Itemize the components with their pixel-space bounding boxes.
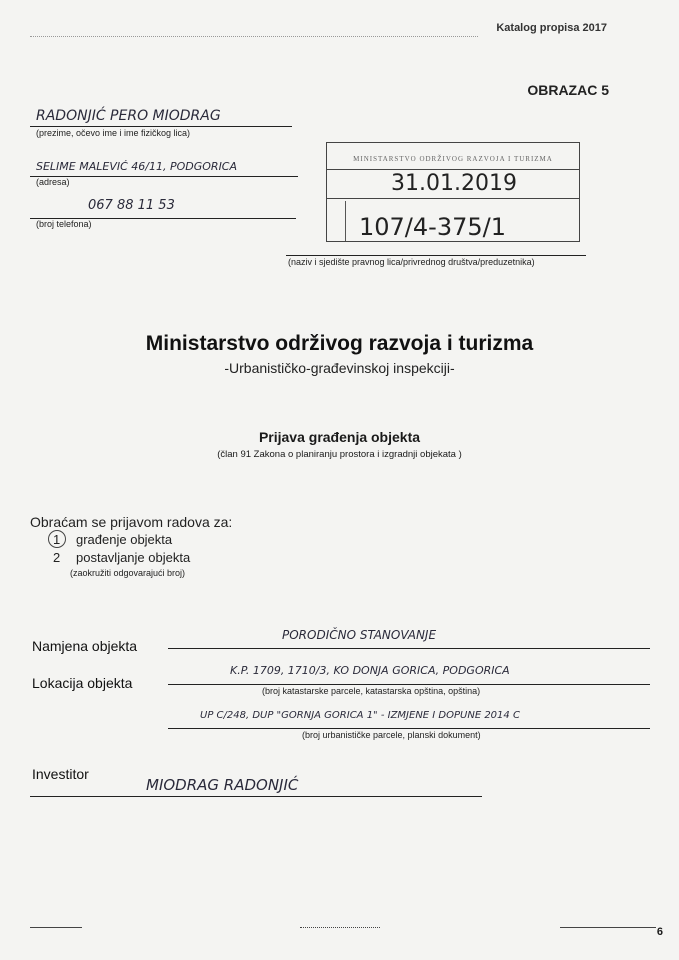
- location-caption: (broj katastarske parcele, katastarska opština, opština): [262, 686, 481, 696]
- investor-value: MIODRAG RADONJIĆ: [146, 776, 299, 794]
- location-label: Lokacija objekta: [32, 675, 133, 691]
- name-caption: (prezime, očevo ime i ime fizičkog lica): [36, 128, 191, 138]
- option-2-number: 2: [53, 550, 61, 565]
- purpose-label: Namjena objekta: [32, 638, 138, 654]
- option-1-number: 1: [53, 532, 61, 547]
- urban-caption: (broj urbanističke parcele, planski dokument): [302, 730, 481, 740]
- purpose-line: [168, 648, 650, 649]
- footer-line-right: [560, 927, 656, 928]
- address-caption: (adresa): [36, 177, 70, 187]
- option-1-label: građenje objekta: [76, 532, 173, 547]
- phone-caption: (broj telefona): [36, 219, 92, 229]
- applicant-phone: 067 88 11 53: [88, 198, 175, 213]
- purpose-value: PORODIČNO STANOVANJE: [282, 628, 437, 642]
- option-2-label: postavljanje objekta: [76, 550, 191, 565]
- stamp-number: 107/4-375/1: [359, 213, 506, 241]
- location-line: [168, 684, 650, 685]
- stamp-header: MINISTARSTVO ODRŽIVOG RAZVOJA I TURIZMA: [353, 155, 553, 163]
- investor-label: Investitor: [32, 766, 89, 782]
- ministry-title: Ministarstvo održivog razvoja i turizma: [145, 332, 534, 355]
- footer-line-left: [30, 927, 82, 928]
- report-title: Prijava građenja objekta: [258, 429, 421, 445]
- stamp-date: 31.01.2019: [391, 171, 517, 196]
- catalog-header: Katalog propisa 2017: [496, 22, 607, 34]
- footer-line-mid: [300, 927, 380, 928]
- address-line: [30, 176, 298, 177]
- stamp-divider: [345, 201, 346, 241]
- location-value: K.P. 1709, 1710/3, KO DONJA GORICA, PODGORICA: [230, 664, 510, 677]
- name-line: [30, 126, 292, 127]
- options-intro: Obraćam se prijavom radova za:: [30, 514, 233, 530]
- applicant-name: RADONJIĆ PERO MIODRAG: [36, 108, 221, 124]
- registry-stamp: [326, 142, 580, 242]
- urban-line: [168, 728, 650, 729]
- ministry-subtitle: -Urbanističko-građevinskoj inspekciji-: [224, 360, 455, 376]
- applicant-address: SELIME MALEVIĆ 46/11, PODGORICA: [36, 160, 238, 173]
- report-law: (član 91 Zakona o planiranju prostora i izgradnji objekata ): [217, 449, 462, 460]
- stamp-caption: (naziv i sjedište pravnog lica/privrednog društva/preduzetnika): [288, 257, 535, 267]
- header-divider: [30, 36, 478, 37]
- form-id: OBRAZAC 5: [527, 82, 609, 98]
- options-hint: (zaokružiti odgovarajući broj): [70, 568, 186, 578]
- page-number: 6: [656, 926, 663, 938]
- urban-value: UP C/248, DUP "GORNJA GORICA 1" - IZMJENE I DOPUNE 2014 C: [200, 710, 520, 721]
- investor-line: [30, 796, 482, 797]
- stamp-caption-line: [286, 255, 586, 256]
